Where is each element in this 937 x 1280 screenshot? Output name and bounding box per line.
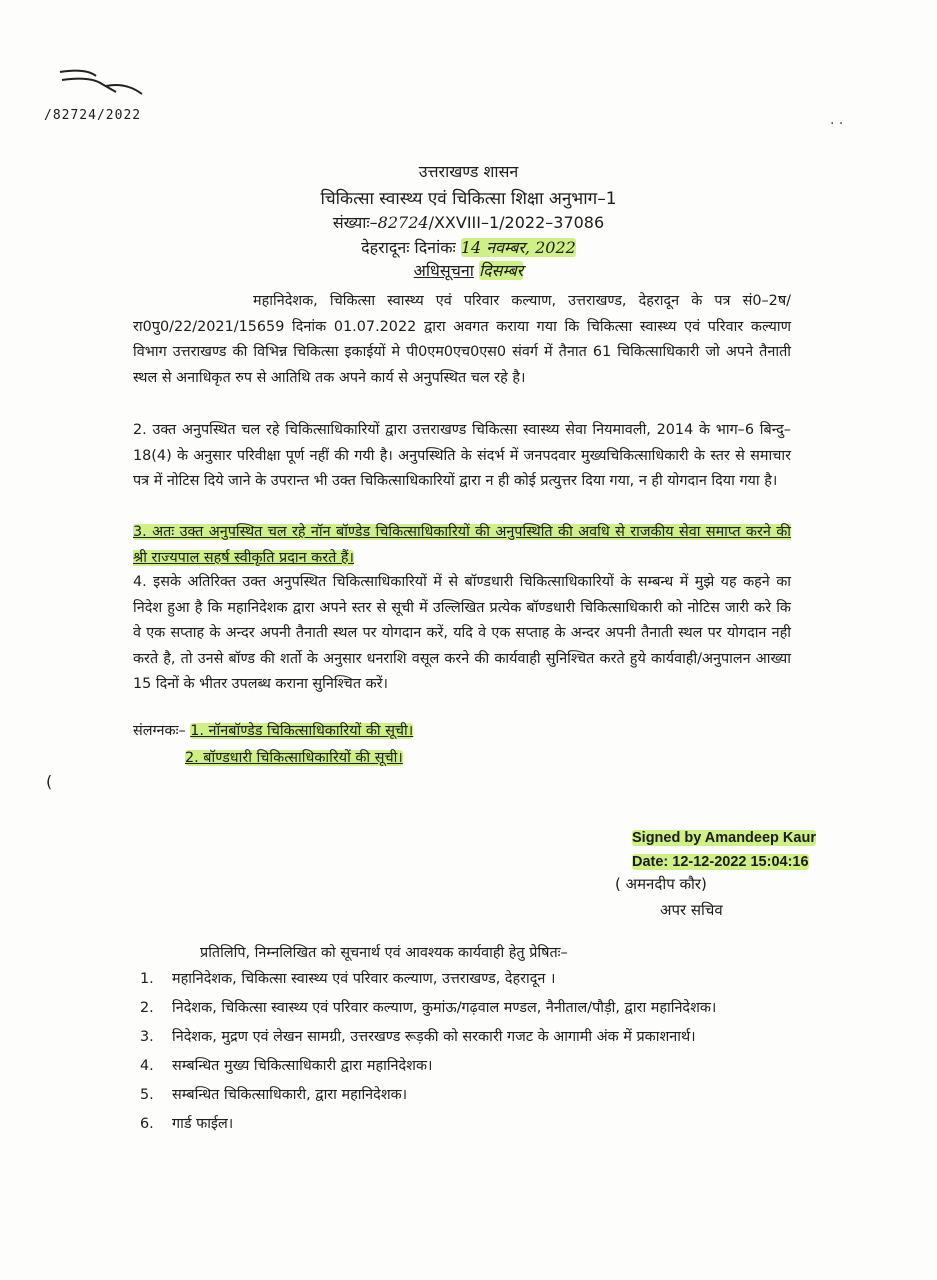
number-prefix: संख्याः– <box>332 213 378 232</box>
corner-dots: . . <box>830 112 844 128</box>
place-date-label: देहरादूनः दिनांकः <box>361 238 456 257</box>
digital-signature-date <box>632 854 809 870</box>
notification-heading <box>0 259 937 281</box>
signatory-designation: अपर सचिव <box>660 901 723 919</box>
enclosures-label: संलग्नकः– <box>133 723 186 739</box>
list-item-number: 1. <box>140 971 154 987</box>
list-item-text: महानिदेशक, चिकित्सा स्वास्थ्य एवं परिवार कल्याण, उत्तराखण्ड, देहरादून । <box>172 971 556 987</box>
list-item <box>140 995 790 1021</box>
paragraph-3 <box>133 520 791 571</box>
list-item-number: 6. <box>140 1116 154 1132</box>
digital-signature-name <box>632 830 816 846</box>
paragraph-2: 2. उक्त अनुपस्थित चल रहे चिकित्साधिकारियों द्वारा उत्तराखण्ड चिकित्सा स्वास्थ्य सेवा नियमावली, 2014 के भाग–6 बिन्दु–18(4) के अनुसार परिवीक्षा पूर्ण नहीं की गयी है। अनुपस्थिति के संदर्भ में जनपदवार मुख्यचिकित्साधिकारी के स्तर से समाचार पत्र में नोटिस दिये जाने के उपरान्त भी उक्त चिकित्साधिकारियों द्वारा न ही कोई प्रत्युत्तर दिया गया, न ही योगदान दिया गया है। <box>133 422 791 489</box>
paragraph-4: 4. इसके अतिरिक्त उक्त अनुपस्थित चिकित्साधिकारियों में से बॉण्डधारी चिकित्साधिकारियों के सम्बन्ध में मुझे यह कहने का निदेश हुआ है कि महानिदेशक द्वारा अपने स्तर से सूची में उल्लिखित प्रत्येक बॉण्डधारी चिकित्साधिकारी को नोटिस जारी करे कि वे एक सप्ताह के अन्दर अपनी तैनाती स्थल पर योगदान करें, यदि वे एक सप्ताह के अन्दर अपनी तैनाती स्थल पर योगदान नही करते है, तो उनसे बॉण्ड की शर्तो के अनुसार धनराशि वसूल करने की कार्यवाही सुनिश्चित करते हुये कार्यवाही/अनुपालन आख्या 15 दिनों के भीतर उपलब्ध कराना सुनिश्चित करें। <box>133 574 791 692</box>
copy-to-intro: प्रतिलिपि, निम्नलिखित को सूचनार्थ एवं आवश्यक कार्यवाही हेतु प्रेषितः– <box>200 945 568 961</box>
enclosures <box>133 721 413 740</box>
department-title: चिकित्सा स्वास्थ्य एवं चिकित्सा शिक्षा अनुभाग–1 <box>320 189 617 209</box>
list-item <box>140 1024 790 1050</box>
handwritten-date: 14 नवम्बर, 2022 <box>460 238 576 257</box>
signed-by-text: Signed by Amandeep Kaur <box>632 830 816 846</box>
list-item <box>140 966 790 992</box>
number-suffix: /XXVIII–1/2022–37086 <box>428 213 605 232</box>
signatory-name: ( अमनदीप कौर) <box>615 875 707 893</box>
list-item-text: गार्ड फाईल। <box>172 1116 234 1132</box>
signature-date-text: Date: 12-12-2022 15:04:16 <box>632 854 809 870</box>
government-title: उत्तराखण्ड शासन <box>418 162 519 181</box>
enclosure-item-1: 1. नॉनबॉण्डेड चिकित्साधिकारियों की सूची। <box>190 723 414 739</box>
reference-number: /82724/2022 <box>44 108 142 123</box>
list-item-number: 4. <box>140 1058 154 1074</box>
notification-label: अधिसूचना <box>413 261 474 280</box>
list-item-number: 5. <box>140 1087 154 1103</box>
place-date <box>0 236 937 258</box>
list-item-number: 3. <box>140 1029 154 1045</box>
list-item-number: 2. <box>140 1000 154 1016</box>
letter-number <box>0 211 937 233</box>
list-item <box>140 1082 790 1108</box>
list-item-text: निदेशक, चिकित्सा स्वास्थ्य एवं परिवार कल्याण, कुमांऊ/गढ़वाल मण्डल, नैनीताल/पौड़ी, द्वारा महानिदेशक। <box>172 1000 717 1016</box>
enclosure-item-2-row <box>185 748 403 767</box>
list-item <box>140 1111 790 1137</box>
handwritten-number: 82724 <box>377 213 429 232</box>
handwritten-initials-mark <box>56 62 146 98</box>
list-item-text: सम्बन्धित चिकित्साधिकारी, द्वारा महानिदेशक। <box>172 1087 408 1103</box>
copy-to-list <box>140 966 790 1140</box>
enclosure-item-2: 2. बॉण्डधारी चिकित्साधिकारियों की सूची। <box>185 750 403 766</box>
margin-mark: ( <box>46 772 53 791</box>
list-item <box>140 1053 790 1079</box>
paragraph-1: महानिदेशक, चिकित्सा स्वास्थ्य एवं परिवार कल्याण, उत्तराखण्ड, देहरादून के पत्र सं0–2ष/रा0पु0/22/2021/15659 दिनांक 01.07.2022 द्वारा अवगत कराया गया कि चिकित्सा स्वास्थ्य एवं परिवार कल्याण विभाग उत्तराखण्ड की विभिन्न चिकित्सा इकाईयों मे पी0एम0एच0एस0 संवर्ग में तैनात 61 चिकित्साधिकारी जो अपने तैनाती स्थल से अनाधिकृत रुप से आतिथि तक अपने कार्य से अनुपस्थित चल रहे है। <box>133 293 791 386</box>
paragraph-3-highlighted-text: 3. अतः उक्त अनुपस्थित चल रहे नॉन बॉण्डेड चिकित्साधिकारियों की अनुपस्थिति की अवधि से राजकीय सेवा समाप्त करने की श्री राज्यपाल सहर्ष स्वीकृति प्रदान करते हैं। <box>133 524 791 566</box>
list-item-text: निदेशक, मुद्रण एवं लेखन सामग्री, उत्तरखण्ड रूड़की को सरकारी गजट के आगामी अंक में प्रकाशनार्थ। <box>172 1029 696 1045</box>
notification-handwritten-note: दिसम्बर <box>478 261 524 280</box>
list-item-text: सम्बन्धित मुख्य चिकित्साधिकारी द्वारा महानिदेशक। <box>172 1058 433 1074</box>
